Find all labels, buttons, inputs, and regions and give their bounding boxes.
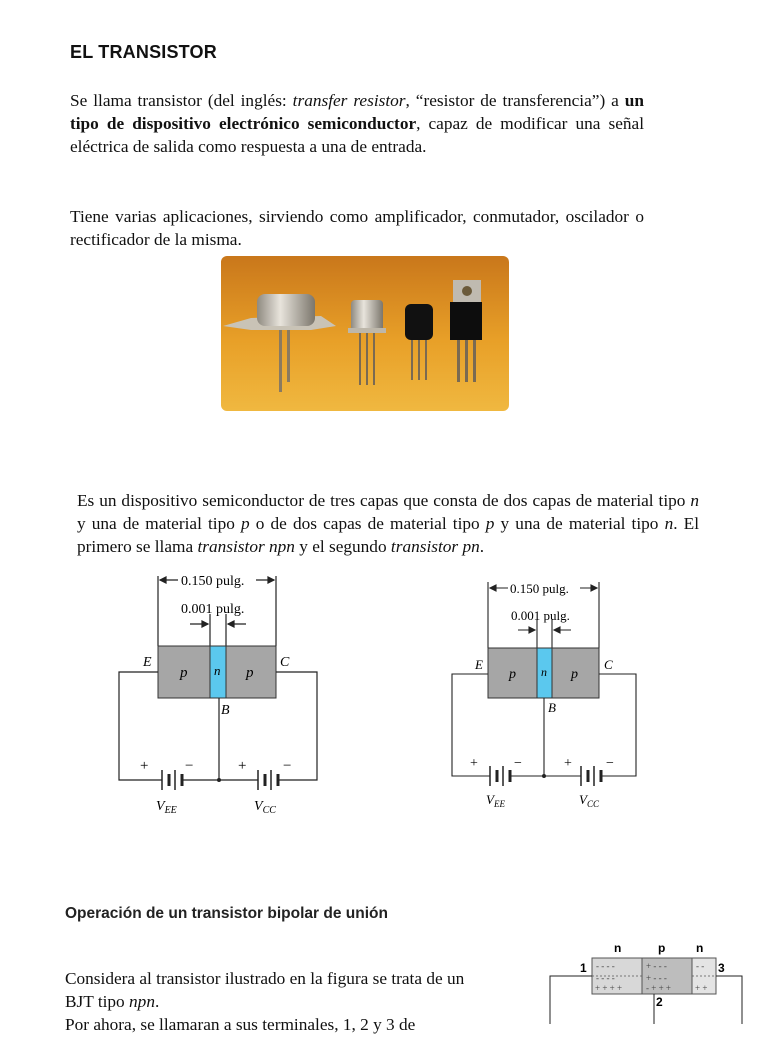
bjt-terminal-1: 1 <box>580 961 587 975</box>
dim-base-label: 0.001 pulg. <box>511 608 570 623</box>
text-italic: p <box>241 514 250 534</box>
text: o de dos capas de material tipo <box>249 514 486 534</box>
minus-sign-right: − <box>283 758 292 774</box>
plus-sign-right: + <box>238 758 247 774</box>
layer-n-mid: n <box>214 663 221 678</box>
text-italic: npn <box>129 992 155 1012</box>
text-italic: n <box>664 514 674 534</box>
svg-text:- - - -: - - - - <box>596 973 615 983</box>
svg-text:- + + +: - + + + <box>646 983 671 993</box>
terminal-e: E <box>143 655 152 670</box>
text: Por ahora, se llamaran a sus terminales, 1, 2 y 3 de <box>65 1015 416 1035</box>
label-p-mid: p <box>658 941 666 955</box>
text: , capaz de modificar una señal eléctrica de salida como respuesta a una de entrada. <box>70 114 644 157</box>
layers-paragraph <box>77 489 699 559</box>
text-italic: transistor pn <box>390 537 480 557</box>
text: . El primero se llama <box>77 514 700 557</box>
text-italic: transfer resistor <box>292 91 406 110</box>
plus-sign-right: + <box>564 756 572 771</box>
vcc-label: $V_{CC}$ <box>254 799 276 816</box>
dim-base-label: 0.001 pulg. <box>181 602 245 617</box>
terminal-e: E <box>475 657 483 672</box>
page-title: EL TRANSISTOR <box>70 42 217 62</box>
terminal-c: C <box>280 655 290 670</box>
bjt-paragraph <box>65 967 470 1037</box>
layer-n-mid: n <box>541 665 547 679</box>
plus-sign-left: + <box>140 758 149 774</box>
transistor-diagram-right <box>444 576 654 816</box>
bjt-terminal-3: 3 <box>718 961 725 975</box>
layer-p-right: p <box>571 667 578 682</box>
label-n-left: n <box>614 941 622 955</box>
bjt-npn-diagram <box>546 936 746 1024</box>
text: y una de material tipo <box>494 514 665 534</box>
terminal-b: B <box>221 703 230 718</box>
minus-sign-left: − <box>185 758 194 774</box>
text: , “resistor de transferencia”) a <box>405 91 625 110</box>
text: Es un dispositivo semiconductor de tres capas que consta de dos capas de material tipo <box>77 491 691 510</box>
minus-sign-right: − <box>606 756 614 771</box>
svg-text:- - - -: - - - - <box>596 961 615 971</box>
transistors-photo <box>221 256 509 411</box>
minus-sign-left: − <box>514 756 522 771</box>
terminal-b: B <box>548 700 556 715</box>
plus-sign-left: + <box>470 756 478 771</box>
text: Se llama transistor (del inglés: <box>70 91 293 110</box>
text: . <box>479 537 485 557</box>
layer-p-right: p <box>246 665 254 681</box>
text: y el segundo <box>294 537 391 557</box>
text-italic: n <box>690 491 699 510</box>
bjt-terminal-2: 2 <box>656 995 663 1009</box>
layer-p-left: p <box>509 667 516 682</box>
svg-text:+ + + +: + + + + <box>595 983 623 993</box>
dim-total-label: 0.150 pulg. <box>181 574 245 589</box>
layer-p-left: p <box>180 665 188 681</box>
text: Considera al transistor ilustrado en la figura se trata de un BJT tipo <box>65 969 465 1012</box>
terminal-c: C <box>604 657 613 672</box>
section-subtitle: Operación de un transistor bipolar de unión <box>65 905 388 922</box>
text-italic: p <box>485 514 495 534</box>
vee-label: $V_{EE}$ <box>156 799 177 816</box>
intro-paragraph <box>70 89 644 159</box>
svg-text:+ - - -: + - - - <box>646 973 667 983</box>
applications-paragraph: Tiene varias aplicaciones, sirviendo como amplificador, conmutador, oscilador o rectificador de la misma. <box>70 207 644 250</box>
svg-text:+ +: + + <box>695 983 708 993</box>
text-italic: transistor npn <box>197 537 295 557</box>
label-n-right: n <box>696 941 704 955</box>
vee-label: $V_{EE}$ <box>486 792 505 809</box>
text: y una de material tipo <box>77 514 242 534</box>
text: . <box>154 992 160 1012</box>
svg-text:- -: - - <box>696 961 705 971</box>
transistor-diagram-left <box>110 568 340 820</box>
vcc-label: $V_{CC}$ <box>579 792 599 809</box>
text-bold: un tipo de dispositivo electrónico semiconductor <box>70 91 644 134</box>
dim-total-label: 0.150 pulg. <box>510 581 569 596</box>
svg-text:+ - - -: + - - - <box>646 961 667 971</box>
